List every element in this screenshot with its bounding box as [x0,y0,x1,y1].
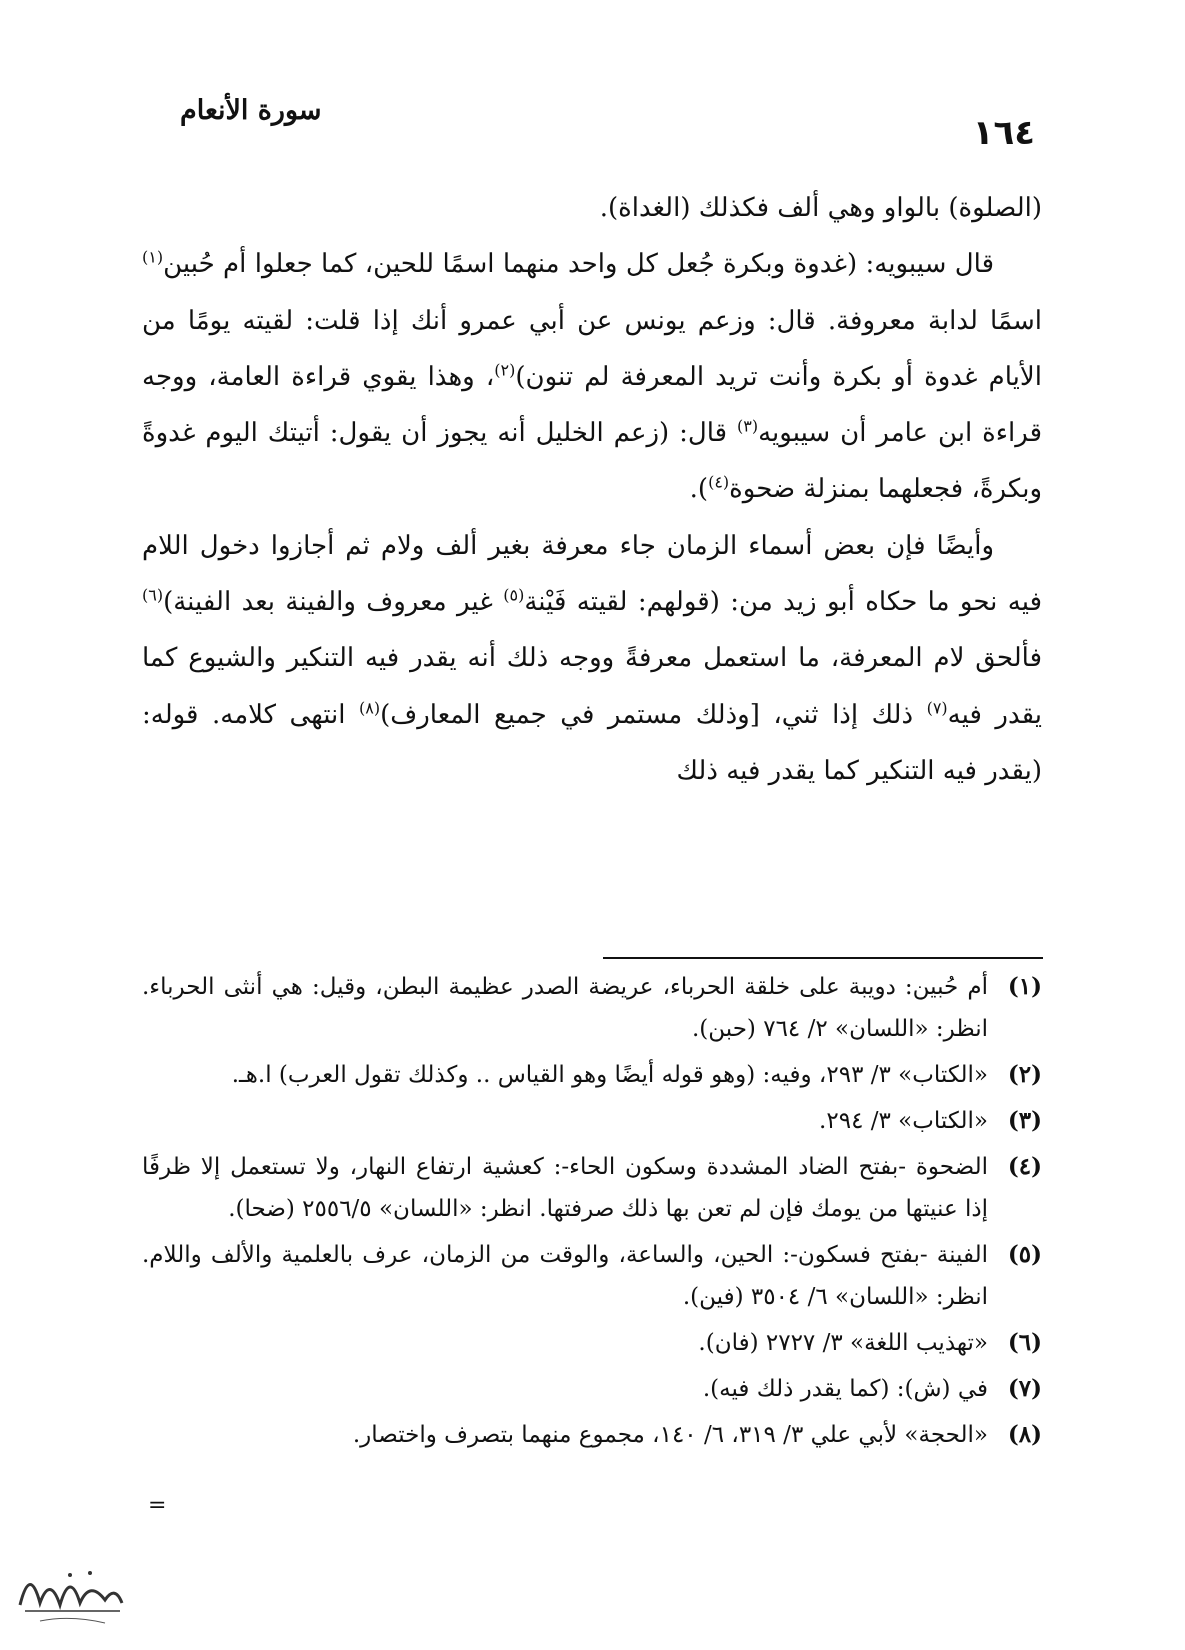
footnote-ref-6[interactable]: (٦) [142,585,164,605]
footnote-3 [142,1100,1042,1142]
footnote-number: (٦) [1007,1329,1042,1356]
footnote-ref-1[interactable]: (١) [142,247,164,267]
watermark-logo [10,1545,130,1635]
footnote-ref-5[interactable]: (٥) [503,585,525,605]
footnote-text: أم حُبين: دويبة على خلقة الحرباء، عريضة الصدر عظيمة البطن، وقيل: هي أنثى الحرباء. انظر: «اللسان» ٢/ ٧٦٤ (حبن). [142,974,988,1042]
footnote-2 [142,1054,1042,1096]
footnote-number: (٥) [1007,1241,1042,1268]
page-header [140,95,1045,165]
page-number: ١٦٤ [972,113,1035,153]
footnote-number: (١) [1007,973,1042,1000]
footnote-text: «الكتاب» ٣/ ٢٩٣، وفيه: (وهو قوله أيضًا وهو القياس .. وكذلك تقول العرب) ا.هـ. [231,1062,988,1088]
footnote-ref-3[interactable]: (٣) [737,416,759,436]
footnote-ref-8[interactable]: (٨) [359,698,381,718]
footnote-7 [142,1368,1042,1410]
footnote-text: «الكتاب» ٣/ ٢٩٤. [819,1108,988,1134]
main-text [142,180,1042,799]
running-title: سورة الأنعام [180,95,322,126]
footnote-number: (٨) [1007,1421,1042,1448]
continuation-mark: = [148,1493,167,1518]
footnote-separator [603,957,1043,959]
footnote-5 [142,1234,1042,1318]
footnote-number: (٧) [1007,1375,1042,1402]
paragraph-3: وأيضًا فإن بعض أسماء الزمان جاء معرفة بغير ألف ولام ثم أجازوا دخول اللام فيه نحو ما حكاه أبو زيد من: (قولهم: لقيته فَيْنة$^{(٥)}$ غير معروف والفينة بعد الفينة)$^{(٦)}$ فألحق لام المعرفة، ما استعمل معرفةً ووجه ذلك أنه يقدر فيه التنكير والشيوع كما يقدر فيه$^{(٧)}$ ذلك إذا ثني، [وذلك مستمر في جميع المعارف)$^{(٨)}$ انتهى كلامه. قوله: (يقدر فيه التنكير كما يقدر فيه ذلك [142,530,1042,786]
footnote-text: الفينة -بفتح فسكون-: الحين، والساعة، والوقت من الزمان، عرف بالعلمية والألف واللام. انظر: «اللسان» ٦/ ٣٥٠٤ (فين). [142,1242,988,1310]
footnote-ref-4[interactable]: (٤) [708,472,730,492]
footnote-text: «الحجة» لأبي علي ٣/ ٣١٩، ٦/ ١٤٠، مجموع منهما بتصرف واختصار. [352,1422,988,1448]
paragraph-2: قال سيبويه: (غدوة وبكرة جُعل كل واحد منهما اسمًا للحين، كما جعلوا أم حُبين$^{(١)}$ اسمًا لدابة معروفة. قال: وزعم يونس عن أبي عمرو أنك إذا قلت: لقيته يومًا من الأيام غدوة أو بكرة وأنت تريد المعرفة لم تنون)$^{(٢)}$، وهذا يقوي قراءة العامة، ووجه قراءة ابن عامر أن سيبويه$^{(٣)}$ قال: (زعم الخليل أنه يجوز أن يقول: أتيتك اليوم غدوةً وبكرةً، فجعلهما بمنزلة ضحوة$^{(٤)}$). [142,247,1043,505]
footnote-8 [142,1414,1042,1456]
footnote-text: في (ش): (كما يقدر ذلك فيه). [702,1376,988,1402]
footnote-text: «تهذيب اللغة» ٣/ ٢٧٢٧ (فان). [698,1330,988,1356]
footnote-4 [142,1146,1042,1230]
footnote-number: (٢) [1007,1061,1042,1088]
footnote-1 [142,966,1042,1050]
footnote-ref-7[interactable]: (٧) [926,698,948,718]
footnotes [142,966,1042,1460]
footnote-ref-2[interactable]: (٢) [494,360,516,380]
footnote-number: (٤) [1007,1153,1042,1180]
footnote-6 [142,1322,1042,1364]
footnote-text: الضحوة -بفتح الضاد المشددة وسكون الحاء-: كعشية ارتفاع النهار، ولا تستعمل إلا ظرفًا إذا عنيتها من يومك فإن لم تعن بها ذلك صرفتها. انظر: «اللسان» ٢٥٥٦/٥ (ضحا). [142,1154,988,1222]
footnote-number: (٣) [1007,1107,1042,1134]
paragraph-1: (الصلوة) بالواو وهي ألف فكذلك (الغداة). [599,193,1042,223]
